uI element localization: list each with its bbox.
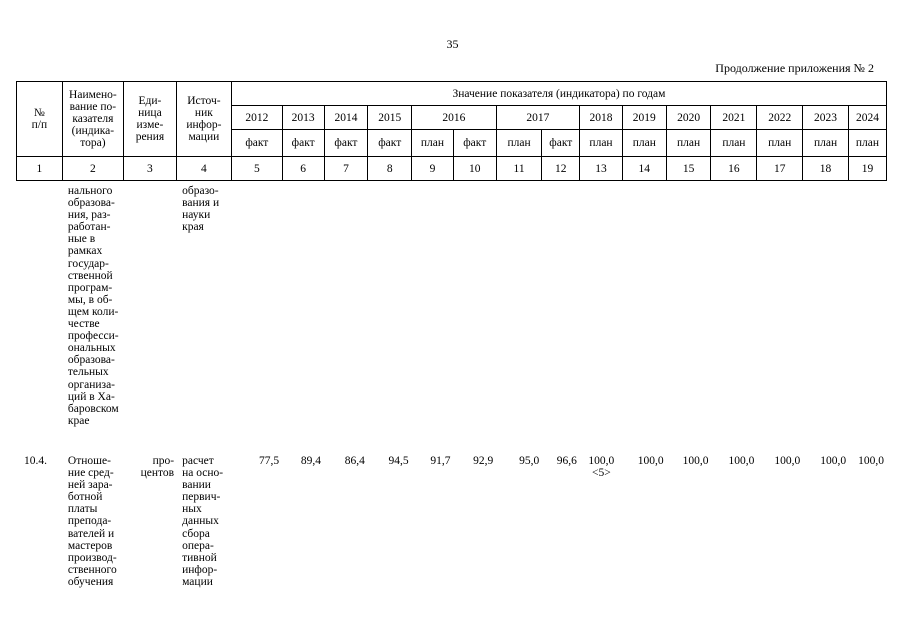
value-cell: 100,0 <box>820 455 847 467</box>
column-number: 10 <box>453 157 496 181</box>
value-cell: 94,5 <box>388 455 409 467</box>
column-number: 16 <box>711 157 757 181</box>
year-cell: 2014 <box>324 106 368 130</box>
value-cell: 92,9 <box>473 455 494 467</box>
year-cell: 2015 <box>368 106 412 130</box>
column-number: 3 <box>123 157 176 181</box>
value-cell: 100,0 <box>682 455 709 467</box>
footnote-mark: <5> <box>591 467 611 480</box>
value-cell <box>453 185 496 455</box>
indicator-name: нального образова- ния, раз- работан- ные в рамках государ- ственной програм- мы, в об- щем коли- честве професси- ональных образова- тельных организа- ций в Ха- баровском крае <box>67 185 119 427</box>
unit-cell <box>123 185 176 455</box>
kind-cell: факт <box>368 130 412 157</box>
year-cell: 2019 <box>622 106 666 130</box>
value-cell <box>282 185 324 455</box>
value-cell <box>542 185 580 455</box>
year-cell: 2018 <box>580 106 623 130</box>
header-values: Значение показателя (индикатора) по годам <box>231 82 886 106</box>
source-cell: расчет на осно- вании первич- ных данных сбора опера- тивной инфор- мации <box>182 455 224 588</box>
table-row <box>16 455 887 605</box>
kind-cell: план <box>496 130 542 157</box>
year-cell: 2022 <box>757 106 803 130</box>
value-cell <box>711 185 757 455</box>
kind-cell: факт <box>453 130 496 157</box>
year-cell: 2023 <box>803 106 849 130</box>
column-number: 12 <box>542 157 580 181</box>
year-cell: 2013 <box>282 106 324 130</box>
kind-cell: факт <box>542 130 580 157</box>
kind-cell: план <box>848 130 886 157</box>
header-unit: Еди- ница изме- рения <box>123 82 176 157</box>
value-cell: 91,7 <box>430 455 451 467</box>
source-cell: образо- вания и науки края <box>182 185 220 234</box>
column-number: 15 <box>666 157 711 181</box>
column-number: 1 <box>17 157 63 181</box>
value-cell <box>849 185 887 455</box>
column-number: 2 <box>62 157 123 181</box>
value-cell <box>368 185 412 455</box>
row-number: 10.4. <box>24 455 47 467</box>
year-cell: 2021 <box>711 106 757 130</box>
kind-cell: план <box>757 130 803 157</box>
value-cell <box>324 185 368 455</box>
value-cell: 96,6 <box>556 455 577 467</box>
column-number: 13 <box>580 157 623 181</box>
value-cell: 100,0 <box>728 455 755 467</box>
value-text: 100,0 <box>588 455 615 467</box>
value-cell <box>412 185 454 455</box>
value-cell-with-note <box>580 455 623 605</box>
year-cell: 2016 <box>412 106 497 130</box>
kind-cell: план <box>580 130 623 157</box>
value-cell: 77,5 <box>259 455 280 467</box>
value-cell: 86,4 <box>344 455 365 467</box>
year-cell: 2012 <box>231 106 282 130</box>
column-number: 17 <box>757 157 803 181</box>
value-cell <box>623 185 667 455</box>
value-cell <box>496 185 542 455</box>
kind-cell: план <box>803 130 849 157</box>
column-number: 6 <box>282 157 324 181</box>
kind-cell: план <box>711 130 757 157</box>
value-cell: 100,0 <box>858 455 884 467</box>
column-number: 4 <box>176 157 231 181</box>
continuation-label: Продолжение приложения № 2 <box>715 61 874 75</box>
value-cell <box>757 185 803 455</box>
column-number: 7 <box>324 157 368 181</box>
column-number: 11 <box>496 157 542 181</box>
table-row <box>16 185 887 455</box>
column-number: 5 <box>231 157 282 181</box>
value-cell <box>231 185 282 455</box>
year-cell: 2024 <box>848 106 886 130</box>
header-name: Наимено- вание по- казателя (индика- тора) <box>62 82 123 157</box>
indicator-table-header <box>16 81 887 181</box>
year-cell: 2017 <box>496 106 580 130</box>
kind-cell: факт <box>324 130 368 157</box>
year-cell: 2020 <box>666 106 711 130</box>
kind-cell: план <box>666 130 711 157</box>
row-number <box>16 185 62 455</box>
header-source: Источ- ник инфор- мации <box>176 82 231 157</box>
value-cell: 95,0 <box>519 455 540 467</box>
column-number: 9 <box>412 157 454 181</box>
column-number: 19 <box>848 157 886 181</box>
kind-cell: план <box>412 130 454 157</box>
value-cell: 100,0 <box>774 455 801 467</box>
column-number: 8 <box>368 157 412 181</box>
unit-cell: про- центов <box>140 455 175 480</box>
indicator-table-body <box>16 185 887 605</box>
value-cell: 89,4 <box>300 455 321 467</box>
kind-cell: факт <box>231 130 282 157</box>
kind-cell: факт <box>282 130 324 157</box>
column-number: 14 <box>622 157 666 181</box>
kind-cell: план <box>622 130 666 157</box>
value-cell <box>803 185 849 455</box>
indicator-name: Отноше- ние сред- ней зара- ботной платы препода- вателей и мастеров производ- ственного обучения <box>67 455 117 588</box>
column-number: 18 <box>803 157 849 181</box>
value-cell <box>580 185 623 455</box>
header-no: № п/п <box>17 82 63 157</box>
page-number: 35 <box>446 37 459 51</box>
value-cell: 100,0 <box>637 455 664 467</box>
value-cell <box>667 185 712 455</box>
